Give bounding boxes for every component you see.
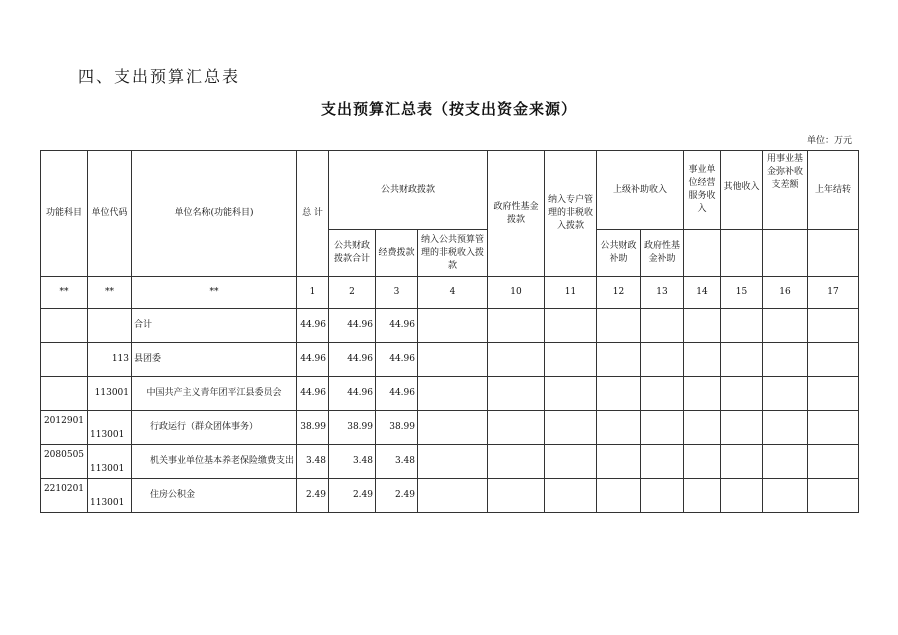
header-blank-15 [721, 230, 763, 277]
total-cell: 3.48 [297, 445, 329, 479]
fiscal-total-cell: 44.96 [329, 343, 376, 377]
unit-name-cell: 中国共产主义青年团平江县委员会 [132, 377, 297, 411]
unit-code-cell: 113001 [88, 479, 132, 513]
fiscal-total-cell: 2.49 [329, 479, 376, 513]
table-row [41, 309, 859, 343]
header-fund-offset: 用事业基金弥补收支差额 [763, 151, 808, 230]
funds-cell: 2.49 [376, 479, 418, 513]
header-func-subject: 功能科目 [41, 151, 88, 277]
document-title: 支出预算汇总表（按支出资金来源） [320, 100, 577, 118]
unit-name-cell: 机关事业单位基本养老保险缴费支出 [132, 445, 297, 479]
index-cell: 16 [763, 277, 808, 309]
index-cell: 2 [329, 277, 376, 309]
table-row [41, 411, 859, 445]
header-public-fiscal-subsidy: 公共财政补助 [597, 230, 641, 277]
header-total: 总 计 [297, 151, 329, 277]
table-row [41, 343, 859, 377]
funds-cell: 44.96 [376, 343, 418, 377]
header-public-budget-nontax: 纳入公共预算管理的非税收入拨款 [418, 230, 488, 277]
unit-code-cell: 113001 [88, 445, 132, 479]
index-cell: 17 [808, 277, 859, 309]
index-cell: ** [41, 277, 88, 309]
fiscal-total-cell: 44.96 [329, 377, 376, 411]
header-blank-16 [763, 230, 808, 277]
budget-summary-table [40, 150, 859, 513]
func-subject-cell: 2080505 [41, 445, 88, 479]
index-cell: 10 [488, 277, 545, 309]
unit-name-cell: 住房公积金 [132, 479, 297, 513]
funds-cell: 44.96 [376, 377, 418, 411]
func-subject-cell [41, 309, 88, 343]
index-cell: ** [88, 277, 132, 309]
index-cell: ** [132, 277, 297, 309]
index-cell: 1 [297, 277, 329, 309]
index-cell: 4 [418, 277, 488, 309]
unit-code-cell: 113 [88, 343, 132, 377]
header-unit-code: 单位代码 [88, 151, 132, 277]
table-row [41, 445, 859, 479]
unit-name-cell: 县团委 [132, 343, 297, 377]
funds-cell: 44.96 [376, 309, 418, 343]
total-cell: 44.96 [297, 309, 329, 343]
index-cell: 3 [376, 277, 418, 309]
func-subject-cell [41, 343, 88, 377]
header-other-income: 其他收入 [721, 151, 763, 230]
table-row [41, 479, 859, 513]
func-subject-cell [41, 377, 88, 411]
header-gov-fund-subsidy: 政府性基金补助 [641, 230, 684, 277]
unit-code-cell [88, 309, 132, 343]
header-public-fiscal-total: 公共财政拨款合计 [329, 230, 376, 277]
header-funds-alloc: 经费拨款 [376, 230, 418, 277]
header-last-year-balance: 上年结转 [808, 151, 859, 230]
unit-name-cell: 行政运行（群众团体事务） [132, 411, 297, 445]
unit-name-cell: 合计 [132, 309, 297, 343]
func-subject-cell: 2012901 [41, 411, 88, 445]
index-cell: 13 [641, 277, 684, 309]
total-cell: 44.96 [297, 343, 329, 377]
header-blank-17 [808, 230, 859, 277]
section-title: 四、支出预算汇总表 [78, 67, 241, 86]
table-row [41, 377, 859, 411]
header-special-nontax: 纳入专户管理的非税收入拨款 [545, 151, 597, 277]
fiscal-total-cell: 38.99 [329, 411, 376, 445]
header-blank-14 [684, 230, 721, 277]
header-superior-subsidy: 上级补助收入 [597, 151, 684, 230]
index-cell: 15 [721, 277, 763, 309]
unit-code-cell: 113001 [88, 411, 132, 445]
funds-cell: 38.99 [376, 411, 418, 445]
unit-code-cell: 113001 [88, 377, 132, 411]
total-cell: 44.96 [297, 377, 329, 411]
header-business-income: 事业单位经营服务收入 [684, 151, 721, 230]
func-subject-cell: 2210201 [41, 479, 88, 513]
header-gov-fund: 政府性基金拨款 [488, 151, 545, 277]
total-cell: 2.49 [297, 479, 329, 513]
funds-cell: 3.48 [376, 445, 418, 479]
header-public-fiscal: 公共财政拨款 [329, 151, 488, 230]
index-cell: 11 [545, 277, 597, 309]
index-cell: 12 [597, 277, 641, 309]
fiscal-total-cell: 3.48 [329, 445, 376, 479]
index-cell: 14 [684, 277, 721, 309]
unit-label: 单位：万元 [806, 136, 852, 146]
index-row [41, 277, 859, 309]
fiscal-total-cell: 44.96 [329, 309, 376, 343]
total-cell: 38.99 [297, 411, 329, 445]
header-unit-name: 单位名称(功能科目) [132, 151, 297, 277]
